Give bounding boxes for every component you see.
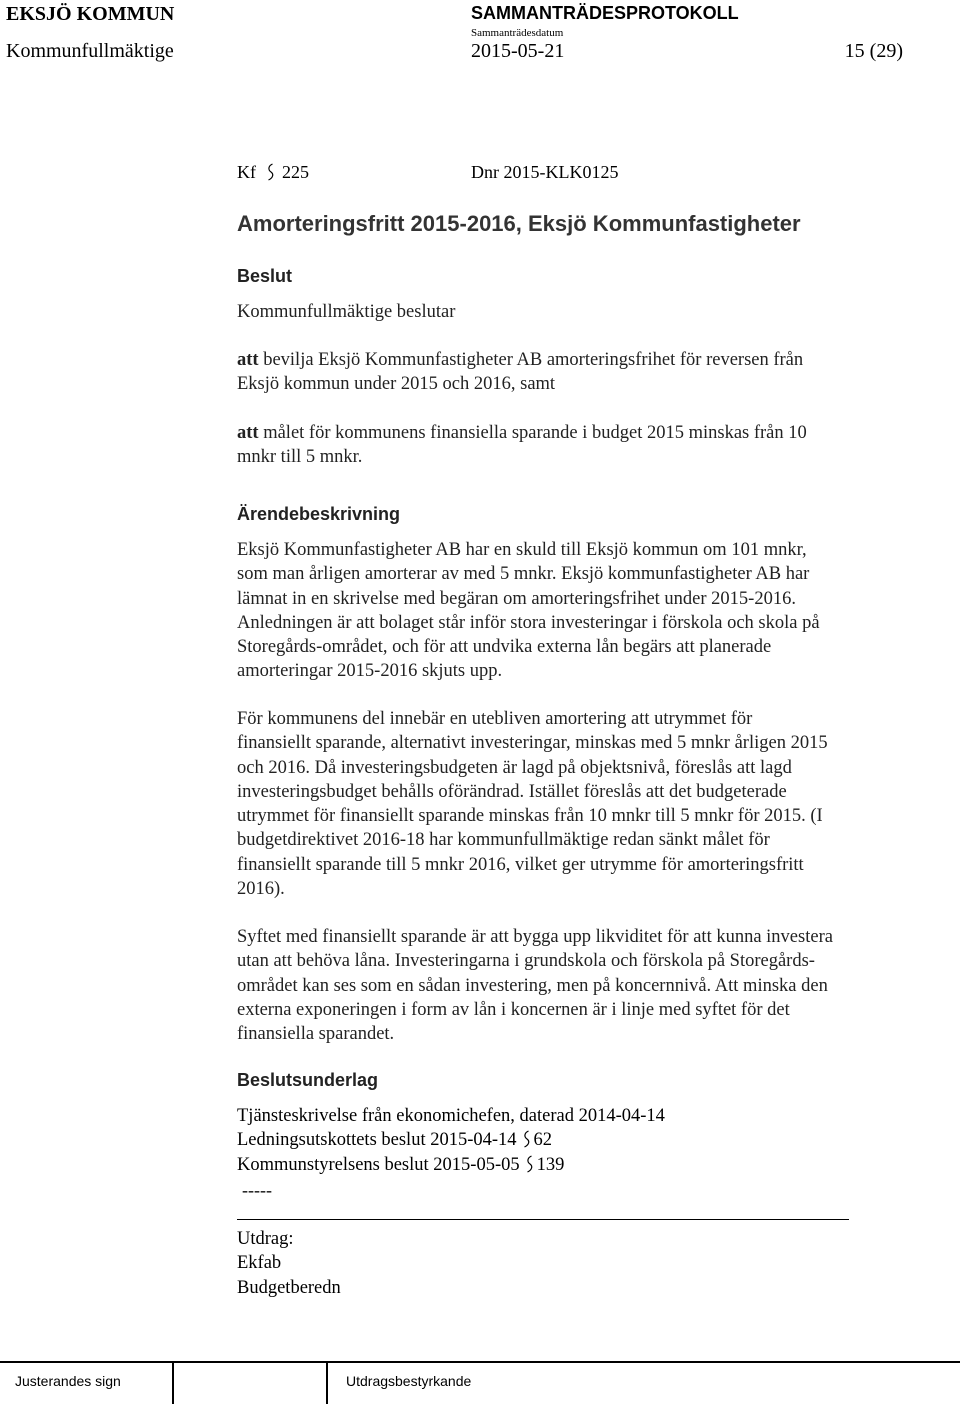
diary-number: Dnr 2015-KLK0125	[471, 162, 619, 182]
text-line: finansiellt sparande till 5 mnkr 2016, vilket ger utrymme för amorteringsfritt	[237, 854, 804, 875]
section-sign-icon	[526, 1155, 533, 1173]
basis-document-item: Ledningsutskottets beslut 2015-04-14 62	[237, 1130, 553, 1151]
att-keyword: att	[237, 423, 259, 443]
page-number: 15 (29)	[844, 40, 903, 62]
decision-item-text: mnkr till 5 mnkr.	[237, 447, 363, 468]
paragraph-reference	[237, 162, 309, 183]
extract-recipient: Budgetberedn	[237, 1277, 341, 1298]
footer-column-divider	[172, 1362, 174, 1404]
text-line: externa exponeringen i form av lån i koncernen är i linje med syftet för det	[237, 999, 790, 1020]
text-line: lämnat in en skrivelse med begäran om amorteringsfrihet under 2015-2016.	[237, 588, 796, 609]
extract-label: Utdrag:	[237, 1229, 294, 1249]
decision-item-text: bevilja Eksjö Kommunfastigheter AB amorteringsfrihet för reversen från	[258, 350, 804, 370]
organization-name: EKSJÖ KOMMUN	[6, 3, 175, 25]
extract-recipient: Ekfab	[237, 1253, 282, 1274]
paragraph-number: 225	[282, 162, 309, 182]
footer-column-divider	[326, 1362, 328, 1404]
basis-document-item: Kommunstyrelsens beslut 2015-05-05 139	[237, 1154, 565, 1175]
footer-utdragsbestyrkande: Utdragsbestyrkande	[346, 1373, 472, 1389]
text-line: finansiellt sparande, alternativt investeringar, minskas med 5 mnkr årligen 2015	[237, 733, 828, 754]
beslut-intro	[237, 300, 907, 324]
beslut-heading: Beslut	[237, 266, 293, 286]
footer-justerandes-sign: Justerandes sign	[15, 1373, 121, 1389]
att-keyword: att	[237, 350, 259, 370]
text-line: budgetdirektivet 2016-18 har kommunfullmäktige redan sänkt målet för	[237, 830, 770, 851]
text-line: 2016).	[237, 879, 285, 900]
section-sign-icon	[267, 163, 274, 181]
decision-item-text: Eksjö kommun under 2015 och 2016, samt	[237, 374, 556, 395]
text-line: amorteringar 2015-2016 skjuts upp.	[237, 661, 503, 682]
paragraph-prefix: Kf	[237, 162, 256, 182]
text-line: och 2016. Då investeringsbudgeten är lagd på objektsnivå, föreslås att lagd	[237, 757, 792, 778]
text-line: Eksjö Kommunfastigheter AB har en skuld till Eksjö kommun om 101 mnkr,	[237, 540, 807, 560]
text-line: utan att behöva låna. Investeringarna i grundskola och förskola på Storegårds-	[237, 951, 815, 972]
description-paragraph-2	[237, 707, 907, 901]
case-title: Amorteringsfritt 2015-2016, Eksjö Kommunfastigheter	[237, 211, 801, 236]
date-caption: Sammanträdesdatum	[471, 27, 564, 39]
text-line: som man årligen amorterar av med 5 mnkr. Eksjö kommunfastigheter AB har	[237, 564, 810, 585]
text-line: Storegårds-området, och för att undvika externa lån begärs att planerade	[237, 637, 772, 658]
decision-item-text: målet för kommunens finansiella sparande i budget 2015 minskas från 10	[258, 423, 807, 443]
decision-item-1	[237, 348, 907, 397]
separator-dashes: -----	[242, 1180, 272, 1200]
basis-document-list	[237, 1104, 665, 1177]
text-line: området kan ses som en sådan investering, men på koncernnivå. Att minska den	[237, 975, 828, 996]
meeting-date: 2015-05-21	[471, 40, 565, 62]
decision-item-2	[237, 421, 907, 470]
document-type: SAMMANTRÄDESPROTOKOLL	[471, 3, 739, 23]
footer-divider	[0, 1361, 960, 1363]
extract-block	[237, 1227, 341, 1300]
decision-body: Kommunfullmäktige	[6, 40, 174, 62]
text-line: utrymmet för finansiellt sparande minskas från 10 mnkr till 5 mnkr för 2015. (I	[237, 806, 823, 827]
beslutsunderlag-heading: Beslutsunderlag	[237, 1070, 379, 1090]
text-line: Syftet med finansiellt sparande är att bygga upp likviditet för att kunna investera	[237, 927, 833, 947]
text-line: finansiella sparandet.	[237, 1024, 395, 1045]
description-paragraph-3	[237, 925, 907, 1046]
text-line: För kommunens del innebär en utebliven amortering att utrymmet för	[237, 709, 753, 729]
arendebeskrivning-heading: Ärendebeskrivning	[237, 504, 401, 524]
text-line: investeringsbudget behålls oförändrad. Istället föreslås att det budgeterade	[237, 781, 787, 802]
divider	[237, 1219, 849, 1220]
beslut-intro-text: Kommunfullmäktige beslutar	[237, 302, 456, 322]
text-line: Anledningen är att bolaget står inför stora investeringar i förskola och skola på	[237, 612, 820, 633]
description-paragraph-1	[237, 538, 907, 684]
basis-document-item: Tjänsteskrivelse från ekonomichefen, daterad 2014-04-14	[237, 1106, 665, 1126]
section-sign-icon	[523, 1130, 530, 1148]
